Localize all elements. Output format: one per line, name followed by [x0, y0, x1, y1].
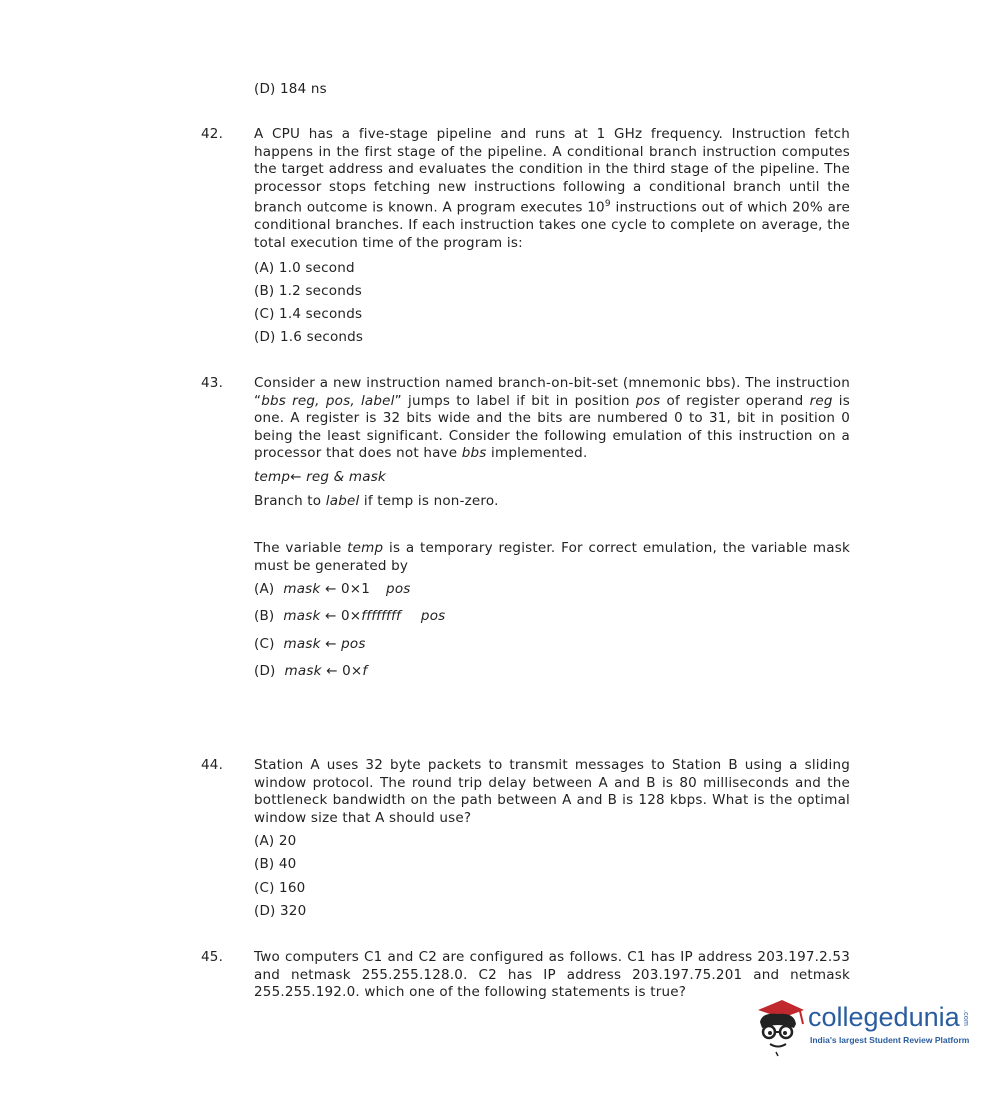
q42-question-text: A CPU has a five-stage pipeline and runs at 1 GHz frequency. Instruction fetch happens in the first stage of the pipeline. A conditional branch instruction computes the target address and evaluates the condition in the third stage of the pipeline. The processor stops fetching new instructions following a conditional branch until the branch outcome is known. A program executes $10^9$ instructions out of which 20% are conditional branches. If each instruction takes one cycle to complete on average, the total execution time of the program is:	[254, 126, 850, 252]
q43-emulation-line-1: temp← reg & mask	[254, 469, 386, 485]
brand-domain: .com	[962, 1010, 969, 1026]
brand-name: collegedunia	[808, 1002, 960, 1032]
brand-tagline: India's largest Student Review Platform	[810, 1035, 970, 1045]
q42-number: 42.	[201, 126, 224, 142]
q43-option-a: (A) mask ← 0×1 pos	[254, 581, 411, 597]
q44-option-c: (C) 160	[254, 880, 306, 896]
q41-option-d: (D) 184 ns	[254, 81, 327, 97]
q42-option-a: (A) 1.0 second	[254, 260, 355, 276]
collegedunia-watermark	[748, 996, 980, 1062]
q42-option-b: (B) 1.2 seconds	[254, 283, 363, 299]
q43-question-text-2: The variable temp is a temporary register. For correct emulation, the variable mask must be generated by	[254, 540, 850, 574]
q44-option-a: (A) 20	[254, 833, 297, 849]
q43-option-c: (C) mask ← pos	[254, 636, 366, 652]
q43-emulation-line-2: Branch to label if temp is non-zero.	[254, 493, 499, 509]
q44-number: 44.	[201, 757, 224, 773]
q43-number: 43.	[201, 375, 224, 391]
q44-option-b: (B) 40	[254, 856, 297, 872]
q42-option-c: (C) 1.4 seconds	[254, 306, 363, 322]
mascot-icon	[748, 996, 808, 1062]
q45-number: 45.	[201, 949, 224, 965]
q44-question-text: Station A uses 32 byte packets to transmit messages to Station B using a sliding window protocol. The round trip delay between A and B is 80 milliseconds and the bottleneck bandwidth on the path between A and B is 128 kbps. What is the optimal window size that A should use?	[254, 757, 850, 826]
q45-question-text: Two computers C1 and C2 are configured as follows. C1 has IP address 203.197.2.53 and netmask 255.255.128.0. C2 has IP address 203.197.75.201 and netmask 255.255.192.0. which one of the following statements is true?	[254, 949, 850, 1001]
q42-option-d: (D) 1.6 seconds	[254, 329, 364, 345]
q43-option-d: (D) mask ← 0×f	[254, 663, 368, 679]
q43-question-text: Consider a new instruction named branch-on-bit-set (mnemonic bbs). The instruction “bbs reg, pos, label” jumps to label if bit in position pos of register operand reg is one. A register is 32 bits wide and the bits are numbered 0 to 31, bit in position 0 being the least significant. Consider the following emulation of this instruction on a processor that does not have bbs implemented.	[254, 375, 850, 462]
q43-option-b: (B) mask ← 0×ffffffff pos	[254, 608, 446, 624]
q44-option-d: (D) 320	[254, 903, 307, 919]
